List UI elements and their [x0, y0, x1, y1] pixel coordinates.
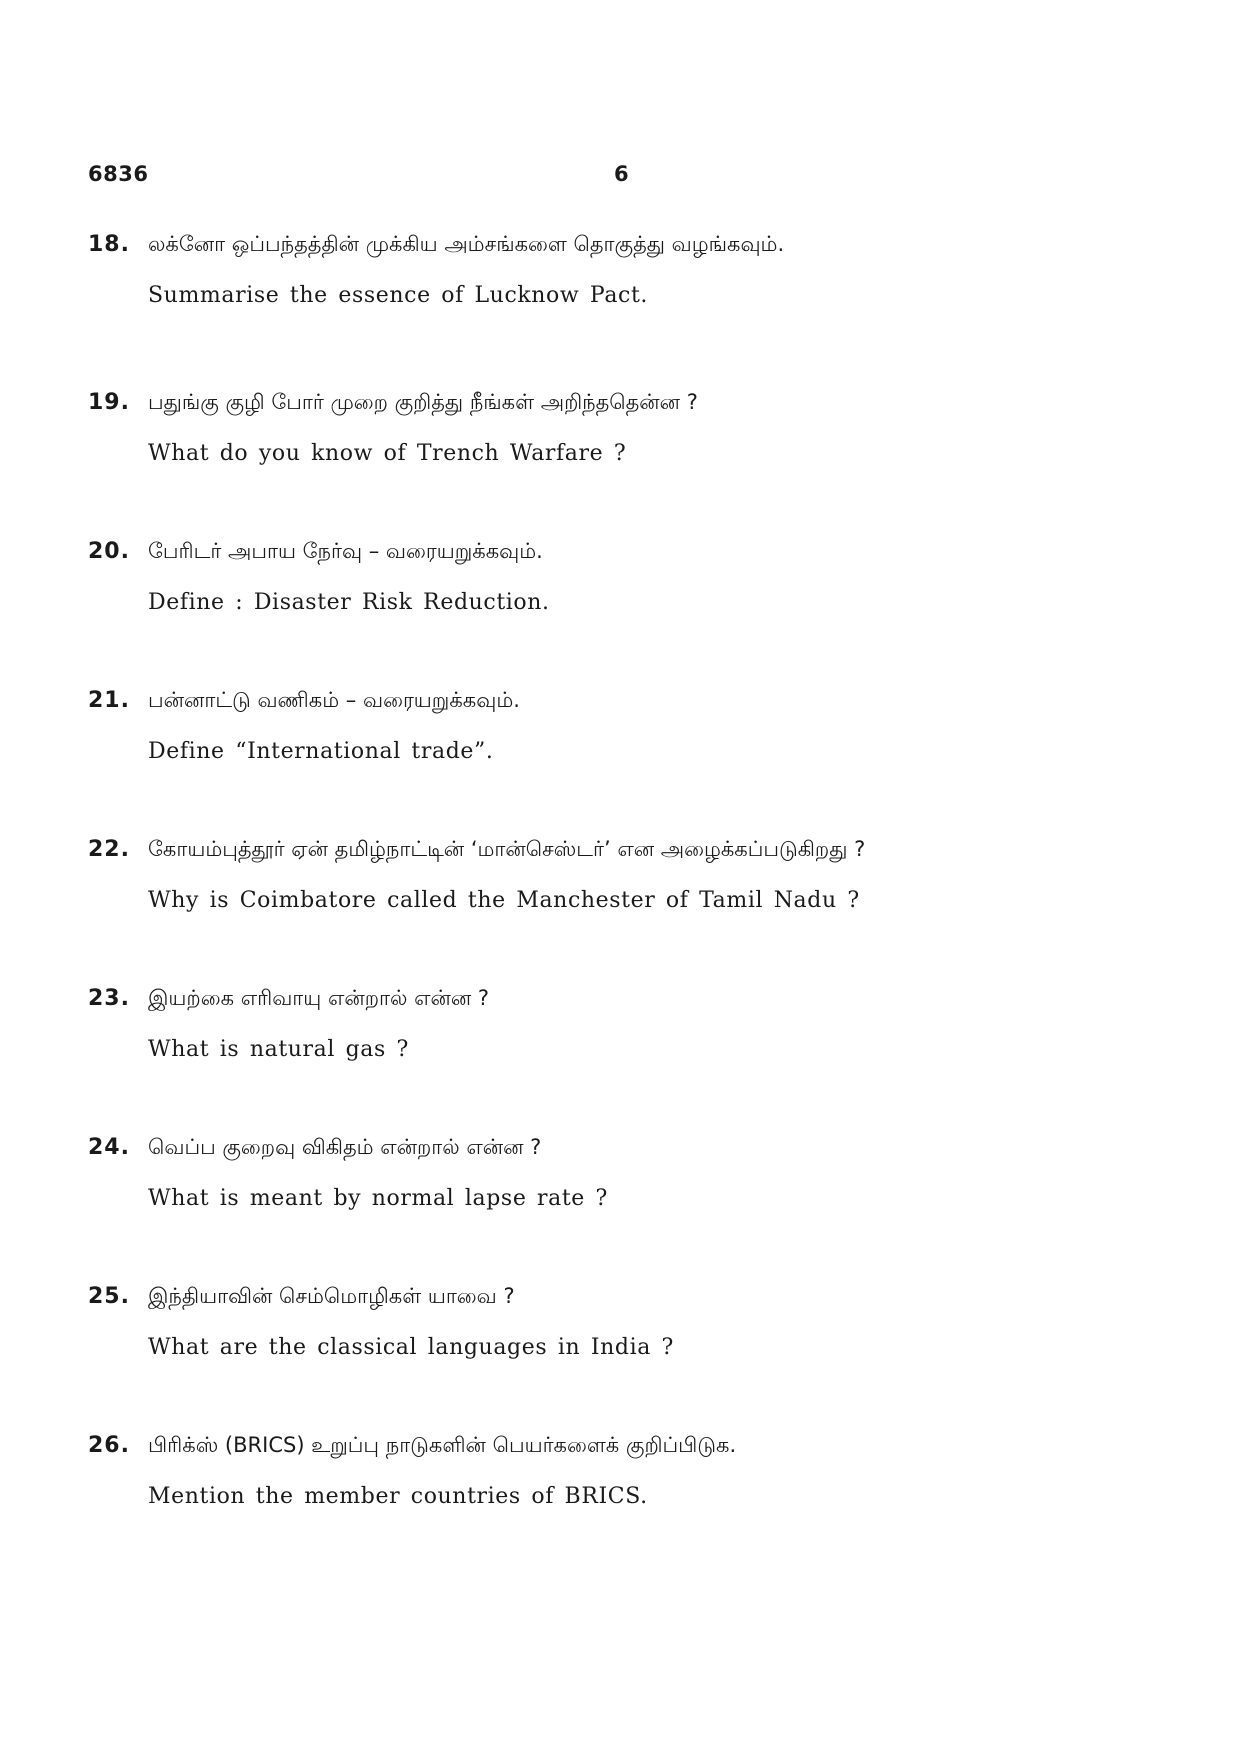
- question-text-english: What is natural gas ?: [148, 1037, 409, 1062]
- question-text-english: Why is Coimbatore called the Manchester of Tamil Nadu ?: [148, 888, 860, 913]
- page-header: [88, 162, 1158, 196]
- question-25: [88, 1284, 1158, 1394]
- question-number: 24.: [88, 1135, 130, 1160]
- question-number: 18.: [88, 232, 130, 257]
- question-21: [88, 688, 1158, 798]
- question-text-tamil: பிரிக்ஸ் (BRICS) உறுப்பு நாடுகளின் பெயர்களைக் குறிப்பிடுக.: [148, 1433, 737, 1457]
- question-text-tamil: இந்தியாவின் செம்மொழிகள் யாவை ?: [148, 1284, 515, 1308]
- question-text-english: Define : Disaster Risk Reduction.: [148, 590, 550, 615]
- question-22: [88, 837, 1158, 947]
- question-text-tamil: பதுங்கு குழி போர் முறை குறித்து நீங்கள் அறிந்ததென்ன ?: [148, 390, 698, 414]
- question-text-tamil: லக்னோ ஒப்பந்தத்தின் முக்கிய அம்சங்களை தொகுத்து வழங்கவும்.: [148, 232, 785, 256]
- question-20: [88, 539, 1158, 649]
- question-text-english: What is meant by normal lapse rate ?: [148, 1186, 608, 1211]
- question-23: [88, 986, 1158, 1096]
- question-text-tamil: இயற்கை எரிவாயு என்றால் என்ன ?: [148, 986, 490, 1010]
- question-text-english: What are the classical languages in India ?: [148, 1335, 674, 1360]
- question-text-tamil: பேரிடர் அபாய நேர்வு – வரையறுக்கவும்.: [148, 539, 543, 563]
- question-number: 23.: [88, 986, 130, 1011]
- question-text-english: Mention the member countries of BRICS.: [148, 1484, 648, 1509]
- page-number: 6: [614, 162, 629, 186]
- question-number: 19.: [88, 390, 130, 415]
- question-text-english: Define “International trade”.: [148, 739, 494, 764]
- question-number: 25.: [88, 1284, 130, 1309]
- question-number: 20.: [88, 539, 130, 564]
- question-26: [88, 1433, 1158, 1543]
- question-18: [88, 232, 1158, 342]
- question-number: 26.: [88, 1433, 130, 1458]
- question-text-english: Summarise the essence of Lucknow Pact.: [148, 283, 649, 308]
- question-text-tamil: கோயம்புத்தூர் ஏன் தமிழ்நாட்டின் ‘மான்செஸ்டர்’ என அழைக்கப்படுகிறது ?: [148, 837, 866, 861]
- question-text-tamil: பன்னாட்டு வணிகம் – வரையறுக்கவும்.: [148, 688, 520, 712]
- question-24: [88, 1135, 1158, 1245]
- question-number: 21.: [88, 688, 130, 713]
- question-text-english: What do you know of Trench Warfare ?: [148, 441, 627, 466]
- paper-code: 6836: [88, 162, 149, 186]
- question-number: 22.: [88, 837, 130, 862]
- question-19: [88, 390, 1158, 500]
- question-text-tamil: வெப்ப குறைவு விகிதம் என்றால் என்ன ?: [148, 1135, 542, 1159]
